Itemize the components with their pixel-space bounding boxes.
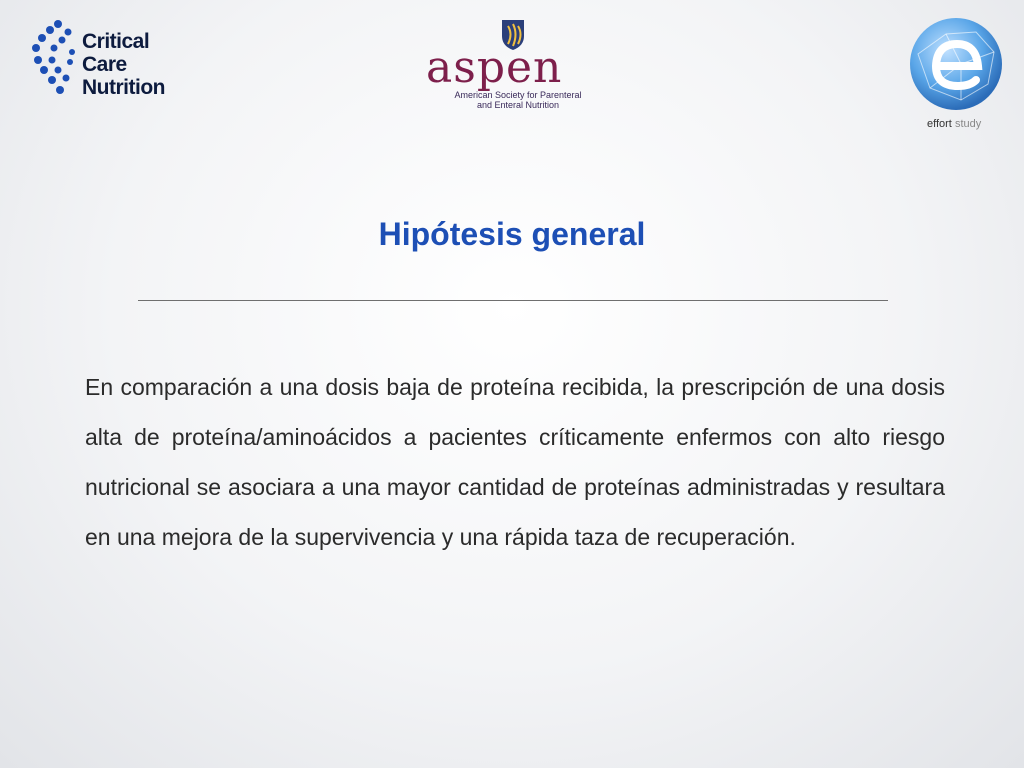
effort-study-logo <box>906 14 1006 134</box>
critical-care-nutrition-logo <box>30 18 190 100</box>
ccn-molecule-icon <box>30 18 80 100</box>
ccn-logo-line2: Nutrition <box>82 76 165 99</box>
ccn-logo-line1: Critical Care <box>82 30 150 76</box>
effort-logo-light-text: study <box>954 118 982 130</box>
aspen-subtitle-line1: American Society for Parenteral <box>454 90 582 100</box>
slide-title: Hipótesis general <box>378 216 646 252</box>
aspen-subtitle-line2: and Enteral Nutrition <box>476 100 560 110</box>
aspen-wordmark: aspen <box>426 42 563 93</box>
effort-globe-icon <box>906 14 1006 114</box>
aspen-logo <box>420 16 610 116</box>
title-divider <box>138 300 888 301</box>
effort-logo-bold-text: effort <box>927 118 952 130</box>
slide-body-text: En comparación a una dosis baja de proteína recibida, la prescripción de una dosis alta de proteína/aminoácidos a pacientes críticamente enfermos con alto riesgo nutricional se asociara a una mayor cantidad de proteínas administradas y resultara en una mejora de la supervivencia y una rápida taza de recuperación. <box>85 374 945 550</box>
